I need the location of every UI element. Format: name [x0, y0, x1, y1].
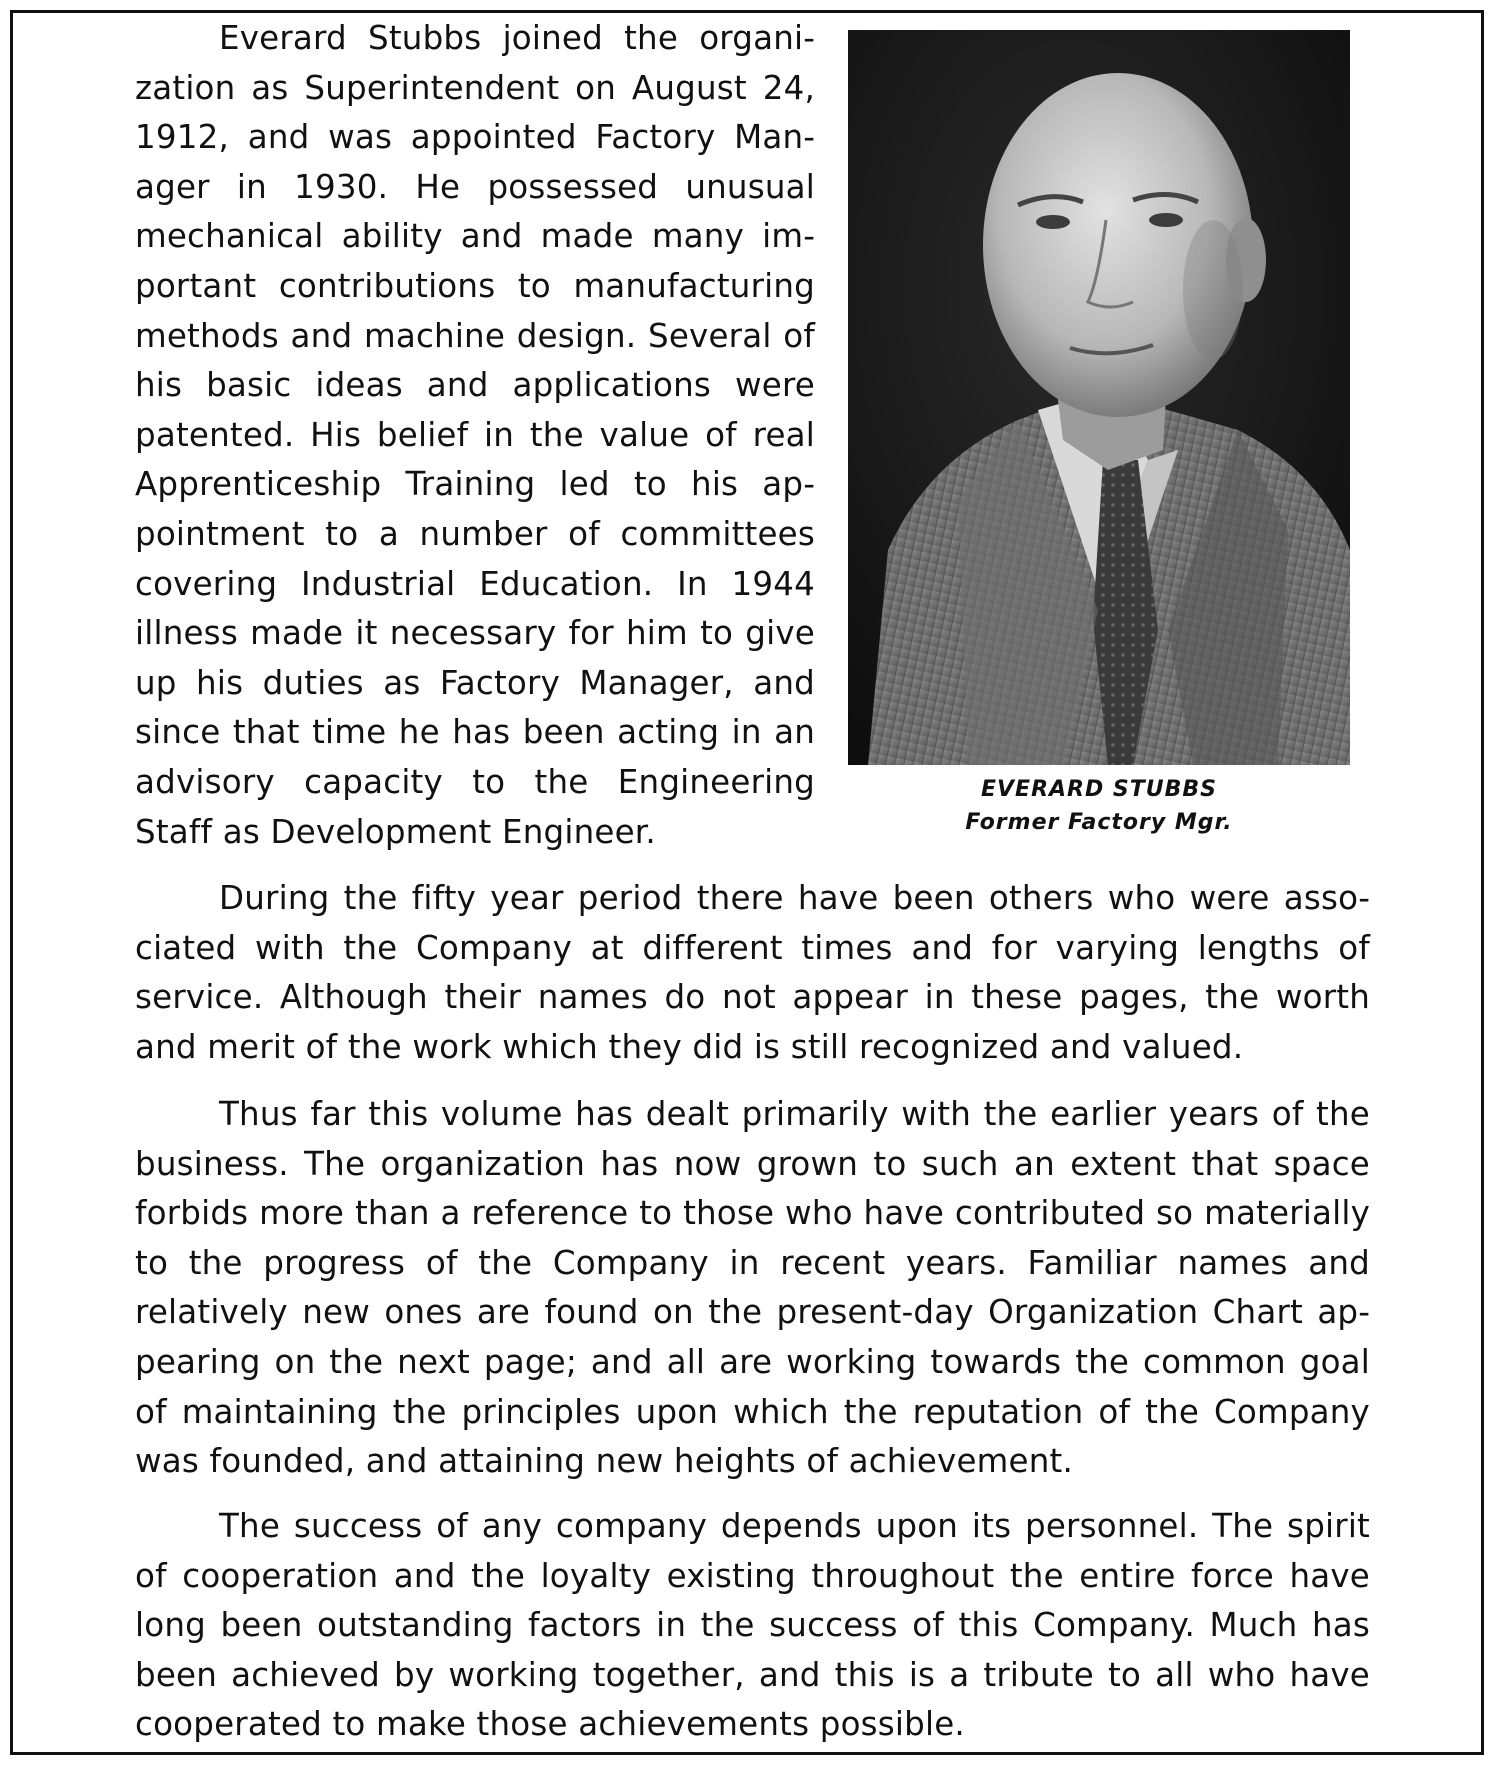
- paragraph-stubbs-bio: Everard Stubbs joined the organization as Superintendent on August 24, 1912, and was appointed Factory Manager in 1930. He possessed unusual mechanical ability and made many important contributions to manufacturing methods and machine design. Several of his basic ideas and applications were patented. His belief in the value of real Apprenticeship Training led to his appointment to a number of committees covering Industrial Education. In 1944 illness made it necessary for him to give up his duties as Factory Manager, and since that time he has been acting in an advisory capacity to the Engineering Staff as Development Engineer.: [135, 19, 815, 851]
- portrait-photo-icon: [848, 30, 1350, 765]
- paragraph-recent-years: Thus far this volume has dealt primarily with the earlier years of the business. The organization has now grown to such an extent that space forbids more than a reference to those who have contributed so materially to the progress of the Company in recent years. Familiar names and relatively new ones are found on the present-day Organization Chart appearing on the next page; and all are working towards the common goal of maintaining the principles upon which the reputation of the Company was founded, and attaining new heights of achievement.: [135, 1095, 1370, 1481]
- portrait-photo: [848, 30, 1350, 765]
- photo-caption: [848, 773, 1350, 839]
- caption-title: Former Factory Mgr.: [965, 810, 1233, 835]
- paragraph-others: During the fifty year period there have been others who were associated with the Company at different times and for varying lengths of service. Although their names do not appear in these pages, the worth and merit of the work which they did is still recognized and valued.: [135, 879, 1370, 1066]
- caption-name: EVERARD STUBBS: [980, 777, 1217, 802]
- paragraph-personnel: The success of any company depends upon its personnel. The spirit of cooperation and the loyalty existing throughout the entire force have long been outstanding factors in the success of this Company. Much has been achieved by working together, and this is a tribute to all who have cooperated to make those achievements possible.: [135, 1507, 1370, 1744]
